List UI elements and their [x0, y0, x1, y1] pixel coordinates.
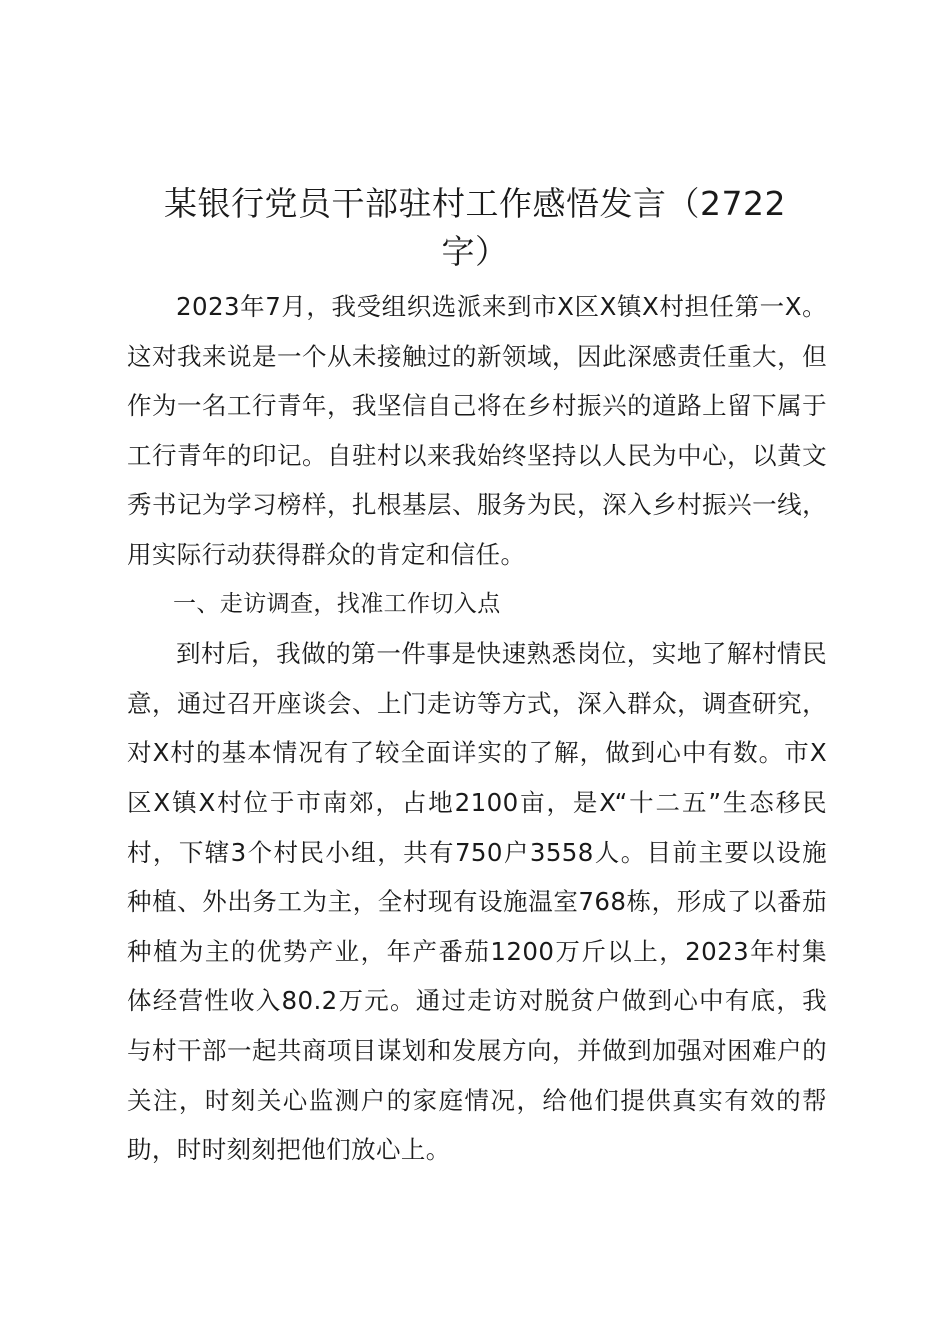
section-heading: 一、走访调查，找准工作切入点 [173, 590, 501, 617]
document-title: 某银行党员干部驻村工作感悟发言（2722字） [164, 184, 786, 271]
paragraph-intro: 2023年7月，我受组织选派来到市X区X镇X村担任第一X。这对我来说是一个从未接触过的新领域，因此深感责任重大，但作为一名工行青年，我坚信自己将在乡村振兴的道路上留下属于工行青年的印记。自驻村以来我始终坚持以人民为中心，以黄文秀书记为学习榜样，扎根基层、服务为民，深入乡村振兴一线，用实际行动获得群众的肯定和信任。 [127, 292, 827, 569]
paragraph-section-1: 到村后，我做的第一件事是快速熟悉岗位，实地了解村情民意，通过召开座谈会、上门走访等方式，深入群众，调查研究，对X村的基本情况有了较全面详实的了解，做到心中有数。市X区X镇X村位于市南郊，占地2100亩，是X“十二五”生态移民村，下辖3个村民小组，共有750户3558人。目前主要以设施种植、外出务工为主，全村现有设施温室768栋，形成了以番茄种植为主的优势产业，年产番茄1200万斤以上，2023年村集体经营性收入80.2万元。通过走访对脱贫户做到心中有底，我与村干部一起共商项目谋划和发展方向，并做到加强对困难户的关注，时刻关心监测户的家庭情况，给他们提供真实有效的帮助，时时刻刻把他们放心上。 [127, 639, 827, 1165]
document-body [127, 282, 827, 1175]
